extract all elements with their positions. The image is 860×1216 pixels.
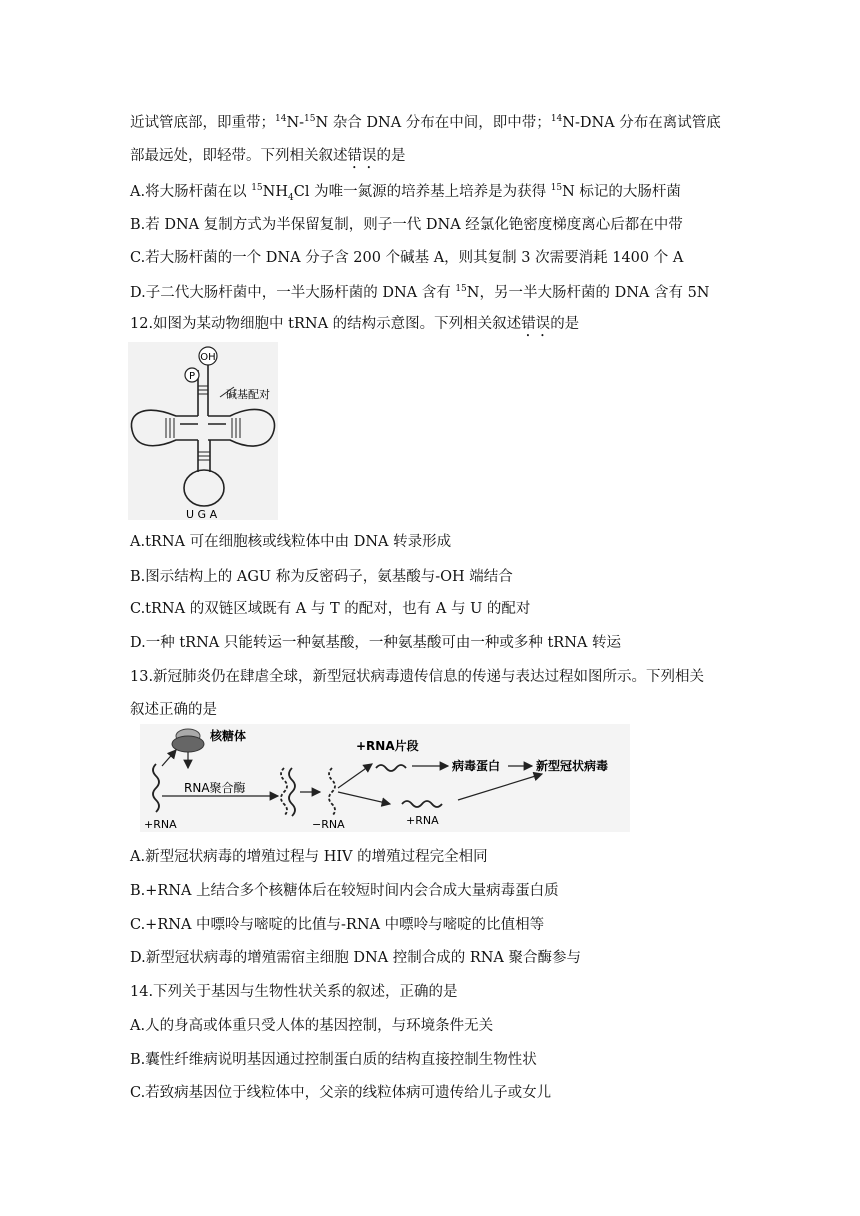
ribosome-label: 核糖体: [210, 729, 247, 743]
coronavirus-replication-figure: [140, 724, 630, 832]
q12-stem: 12.如图为某动物细胞中 tRNA 的结构示意图。下列相关叙述错误的是: [130, 316, 580, 332]
q12-option-c: C.tRNA 的双链区域既有 A 与 T 的配对，也有 A 与 U 的配对: [130, 601, 531, 617]
base-pairing-label: 碱基配对: [226, 388, 270, 401]
viral-protein-label: 病毒蛋白: [452, 759, 501, 773]
oh-label: OH: [200, 352, 216, 363]
plus-rna-right-label: +RNA: [406, 814, 439, 827]
rna-fragment-label: +RNA片段: [356, 739, 419, 753]
q14-stem: 14.下列关于基因与生物性状关系的叙述，正确的是: [130, 984, 458, 1000]
q12-option-d: D.一种 tRNA 只能转运一种氨基酸，一种氨基酸可由一种或多种 tRNA 转运: [130, 635, 621, 651]
q13-option-a: A.新型冠状病毒的增殖过程与 HIV 的增殖过程完全相同: [130, 849, 488, 865]
minus-rna-label: −RNA: [312, 818, 345, 831]
q13-option-d: D.新型冠状病毒的增殖需宿主细胞 DNA 控制合成的 RNA 聚合酶参与: [130, 950, 582, 966]
q14-option-a: A.人的身高或体重只受人体的基因控制，与环境条件无关: [130, 1018, 494, 1034]
q11-option-d: D.子二代大肠杆菌中，一半大肠杆菌的 DNA 含有 $^{15}$N，另一半大肠杆菌的 DNA 含有 5N: [130, 284, 710, 301]
q12-option-a: A.tRNA 可在细胞核或线粒体中由 DNA 转录形成: [130, 534, 452, 550]
q11-option-a: A.将大肠杆菌在以 $^{15}NH_4Cl$ 为唯一氮源的培养基上培养是为获得 $^{15}$N 标记的大肠杆菌: [130, 183, 681, 203]
anticodon-label: U G A: [186, 508, 218, 520]
q11-option-c: C.若大肠杆菌的一个 DNA 分子含 200 个碱基 A，则其复制 3 次需要消耗 1400 个 A: [130, 250, 684, 266]
q13-option-c: C.+RNA 中嘌呤与嘧啶的比值与-RNA 中嘌呤与嘧啶的比值相等: [130, 917, 545, 933]
q14-option-c: C.若致病基因位于线粒体中，父亲的线粒体病可遗传给儿子或女儿: [130, 1085, 552, 1101]
trna-structure-figure: [128, 342, 278, 520]
q13-stem-line-1: 13.新冠肺炎仍在肆虐全球，新型冠状病毒遗传信息的传递与表达过程如图所示。下列相关: [130, 669, 705, 685]
coronavirus-label: 新型冠状病毒: [536, 759, 609, 773]
q12-option-b: B.图示结构上的 AGU 称为反密码子，氨基酸与-OH 端结合: [130, 569, 513, 585]
plus-rna-left-label: +RNA: [144, 818, 177, 831]
q14-option-b: B.囊性纤维病说明基因通过控制蛋白质的结构直接控制生物性状: [130, 1052, 537, 1068]
intro-line-2: 部最远处，即轻带。下列相关叙述错误的是: [130, 148, 406, 164]
p-label: P: [188, 371, 196, 382]
rna-polymerase-label: RNA聚合酶: [184, 781, 246, 795]
q11-option-b: B.若 DNA 复制方式为半保留复制，则子一代 DNA 经氯化铯密度梯度离心后都在中带: [130, 217, 683, 233]
intro-line-1: 近试管底部，即重带；$^{14}$N-$^{15}$N 杂合 DNA 分布在中间，即中带；$^{14}$N-DNA 分布在离试管底: [130, 114, 721, 131]
q13-option-b: B.+RNA 上结合多个核糖体后在较短时间内会合成大量病毒蛋白质: [130, 883, 559, 899]
q13-stem-line-2: 叙述正确的是: [130, 702, 217, 718]
